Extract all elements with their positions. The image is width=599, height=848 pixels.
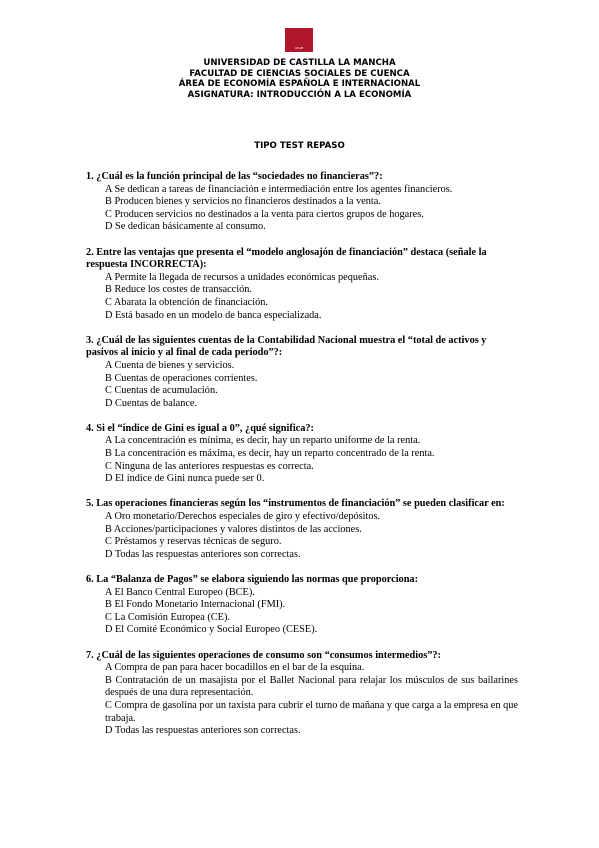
option-b: B El Fondo Monetario Internacional (FMI). (105, 599, 286, 611)
university-logo (285, 28, 313, 52)
option-a: A Se dedican a tareas de financiación e intermediación entre los agentes financieros. (105, 183, 453, 195)
option-c: C La Comisión Europea (CE). (105, 611, 230, 623)
option-d: D Cuentas de balance. (105, 397, 198, 409)
header-line-university: UNIVERSIDAD DE CASTILLA LA MANCHA (203, 58, 396, 68)
question-4 (86, 423, 518, 486)
option-d: D El índice de Gini nunca puede ser 0. (105, 473, 265, 485)
question-text: 3. ¿Cuál de las siguientes cuentas de la Contabilidad Nacional muestra el “total de activos y pasivos al inicio y al final de cada periodo”?: (86, 334, 487, 359)
question-text: 5. Las operaciones financieras según los “instrumentos de financiación” se pueden clasificar en: (86, 498, 505, 510)
question-3 (86, 335, 518, 411)
option-b: B Producen bienes y servicios no financieros destinados a la venta. (105, 196, 381, 208)
question-7 (86, 650, 518, 738)
option-c: C Préstamos y reservas técnicas de seguro. (105, 536, 282, 548)
option-a: A Permite la llegada de recursos a unidades económicas pequeñas. (105, 271, 379, 283)
question-5 (86, 498, 518, 561)
option-d: D Todas las respuestas anteriores son correctas. (105, 725, 301, 737)
question-2 (86, 247, 518, 323)
option-d: D El Comité Económico y Social Europeo (CESE). (105, 624, 318, 636)
option-d: D Se dedican básicamente al consumo. (105, 221, 266, 233)
option-b: B Acciones/participaciones y valores distintos de las acciones. (105, 523, 362, 535)
question-text: 4. Si el “índice de Gini es igual a 0”, ¿qué significa?: (86, 422, 314, 434)
option-c: C Cuentas de acumulación. (105, 385, 218, 397)
option-b: B La concentración es máxima, es decir, hay un reparto concentrado de la renta. (105, 448, 435, 460)
question-list (86, 171, 518, 750)
option-c: C Ninguna de las anteriores respuestas es correcta. (105, 460, 314, 472)
header-line-subject: ASIGNATURA: INTRODUCCIÓN A LA ECONOMÍA (187, 90, 412, 101)
question-text: 7. ¿Cuál de las siguientes operaciones de consumo son “consumos intermedios”?: (86, 649, 441, 661)
question-text: 6. La “Balanza de Pagos” se elabora siguiendo las normas que proporciona: (86, 574, 419, 585)
option-b: B Contratación de un masajista por el Ballet Nacional para relajar los músculos de sus bailarines después de una dura representación. (105, 674, 518, 699)
header-line-faculty: FACULTAD DE CIENCIAS SOCIALES DE CUENCA (189, 68, 410, 79)
question-text: 2. Entre las ventajas que presenta el “modelo anglosajón de financiación” destaca (señale la respuesta INCORRECTA): (86, 246, 487, 271)
logo-text: UCLM (294, 46, 304, 50)
option-a: A La concentración es mínima, es decir, hay un reparto uniforme de la renta. (105, 435, 421, 447)
question-1 (86, 171, 518, 234)
question-6 (86, 574, 518, 637)
option-b: B Reduce los costes de transacción. (105, 284, 252, 296)
option-c: C Compra de gasolina por un taxista para cubrir el turno de mañana y que carga a la empresa en que trabaja. (105, 699, 518, 724)
option-b: B Cuentas de operaciones corrientes. (105, 372, 258, 384)
option-a: A El Banco Central Europeo (BCE). (105, 586, 255, 598)
option-a: A Compra de pan para hacer bocadillos en el bar de la esquina. (105, 662, 365, 674)
option-d: D Todas las respuestas anteriores son correctas. (105, 548, 301, 560)
option-d: D Está basado en un modelo de banca especializada. (105, 309, 322, 321)
option-c: C Abarata la obtención de financiación. (105, 296, 268, 308)
document-header (0, 58, 599, 101)
option-a: A Oro monetario/Derechos especiales de giro y efectivo/depósitos. (105, 511, 381, 523)
header-line-area: ÁREA DE ECONOMÍA ESPAÑOLA E INTERNACIONAL (178, 79, 421, 90)
option-c: C Producen servicios no destinados a la venta para ciertos grupos de hogares. (105, 208, 424, 220)
page-title: TIPO TEST REPASO (254, 141, 345, 151)
option-a: A Cuenta de bienes y servicios. (105, 359, 235, 371)
question-text: 1. ¿Cuál es la función principal de las “sociedades no financieras”?: (86, 171, 383, 182)
